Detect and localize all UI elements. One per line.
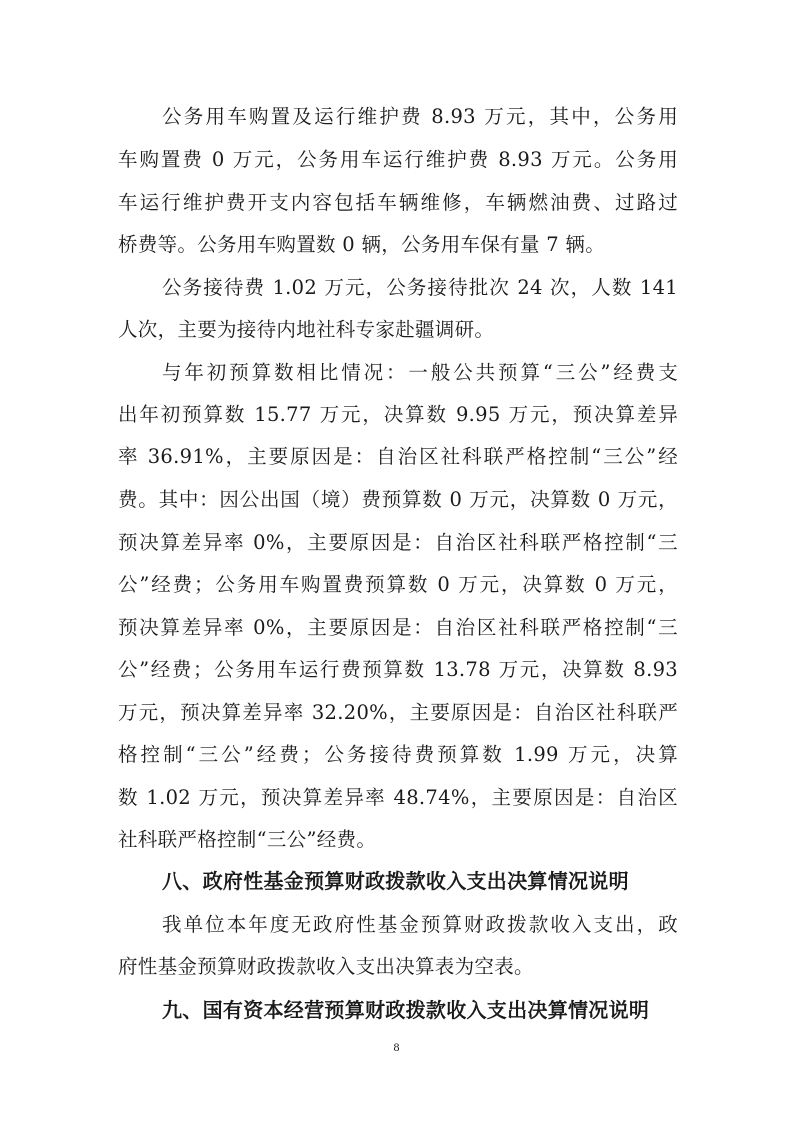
paragraph-line: 费。其中：因公出国（境）费预算数 0 万元，决算数 0 万元，	[118, 488, 678, 511]
paragraph-line: 府性基金预算财政拨款收入支出决算表为空表。	[118, 955, 534, 978]
paragraph-line: 公务接待费 1.02 万元，公务接待批次 24 次，人数 141	[162, 276, 678, 299]
paragraph-line: 万元，预决算差异率 32.20%，主要原因是：自治区社科联严	[118, 701, 678, 724]
section-heading-9: 九、国有资本经营预算财政拨款收入支出决算情况说明	[162, 998, 650, 1022]
paragraph-line: 桥费等。公务用车购置数 0 辆，公务用车保有量 7 辆。	[118, 233, 606, 256]
paragraph-line: 数 1.02 万元，预决算差异率 48.74%，主要原因是：自治区	[118, 786, 678, 809]
paragraph-line: 格控制“三公”经费；公务接待费预算数 1.99 万元，决算	[118, 743, 678, 766]
paragraph-line: 公务用车购置及运行维护费 8.93 万元，其中，公务用	[162, 105, 678, 128]
paragraph-line: 社科联严格控制“三公”经费。	[118, 828, 377, 851]
page-number: 8	[393, 1040, 400, 1054]
paragraph-line: 与年初预算数相比情况：一般公共预算“三公”经费支	[162, 361, 678, 384]
paragraph-line: 率 36.91%，主要原因是：自治区社科联严格控制“三公”经	[118, 445, 678, 468]
paragraph-line: 车运行维护费开支内容包括车辆维修，车辆燃油费、过路过	[118, 191, 678, 214]
paragraph-line: 公”经费；公务用车运行费预算数 13.78 万元，决算数 8.93	[118, 658, 678, 681]
paragraph-line: 预决算差异率 0%，主要原因是：自治区社科联严格控制“三	[118, 531, 678, 554]
paragraph-line: 出年初预算数 15.77 万元，决算数 9.95 万元，预决算差异	[118, 403, 678, 426]
paragraph-line: 车购置费 0 万元，公务用车运行维护费 8.93 万元。公务用	[118, 148, 678, 171]
paragraph-line: 人次，主要为接待内地社科专家赴疆调研。	[118, 318, 495, 341]
paragraph-line: 公”经费；公务用车购置费预算数 0 万元，决算数 0 万元，	[118, 573, 678, 596]
paragraph-line: 我单位本年度无政府性基金预算财政拨款收入支出，政	[162, 913, 678, 936]
paragraph-line: 预决算差异率 0%，主要原因是：自治区社科联严格控制“三	[118, 616, 678, 639]
section-heading-8: 八、政府性基金预算财政拨款收入支出决算情况说明	[162, 869, 629, 893]
